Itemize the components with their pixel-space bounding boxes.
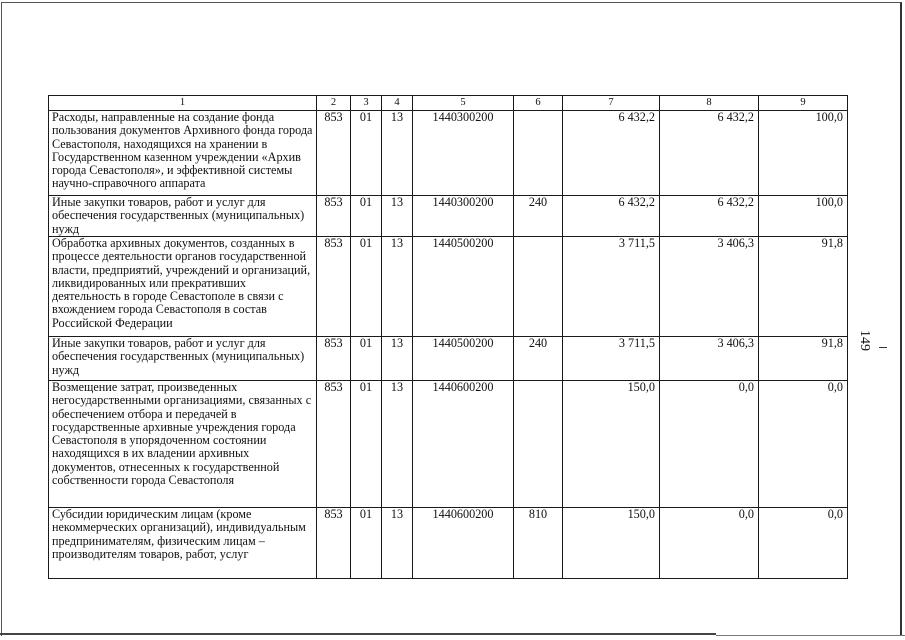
row-description: Обработка архивных документов, созданных в процессе деятельности органов государственной власти, предприятий, учреждений и организаций, ликвидированных или прекративших деятельность в городе Севастополе в связи с вхождением города Севастополя в состав Российской Федерации xyxy=(49,237,317,337)
header-cell: 3 xyxy=(351,96,382,111)
cell-fact: 3 406,3 xyxy=(660,237,759,337)
cell-subsection: 13 xyxy=(382,237,413,337)
page-number: 149 xyxy=(857,330,872,351)
cell-expense-type: 240 xyxy=(514,337,563,381)
cell-section: 01 xyxy=(351,111,382,196)
table-header-row xyxy=(49,96,848,111)
header-cell: 7 xyxy=(563,96,660,111)
cell-target-article: 1440500200 xyxy=(413,237,514,337)
table-row xyxy=(49,337,848,381)
header-cell: 9 xyxy=(759,96,848,111)
row-description: Иные закупки товаров, работ и услуг для обеспечения государственных (муниципальных) нужд xyxy=(49,337,317,381)
cell-grbs: 853 xyxy=(317,196,351,237)
cell-percent: 91,8 xyxy=(759,337,848,381)
cell-fact: 3 406,3 xyxy=(660,337,759,381)
scan-edge-line xyxy=(0,633,716,635)
cell-plan: 6 432,2 xyxy=(563,196,660,237)
cell-percent: 91,8 xyxy=(759,237,848,337)
cell-expense-type: 810 xyxy=(514,508,563,579)
cell-grbs: 853 xyxy=(317,337,351,381)
cell-section: 01 xyxy=(351,508,382,579)
cell-grbs: 853 xyxy=(317,508,351,579)
table-row xyxy=(49,237,848,337)
header-cell: 4 xyxy=(382,96,413,111)
scan-mark xyxy=(879,347,887,348)
cell-target-article: 1440300200 xyxy=(413,196,514,237)
cell-plan: 3 711,5 xyxy=(563,237,660,337)
budget-table xyxy=(48,95,848,579)
cell-percent: 100,0 xyxy=(759,111,848,196)
cell-subsection: 13 xyxy=(382,381,413,508)
row-description: Субсидии юридическим лицам (кроме некоммерческих организаций), индивидуальным предпринимателям, физическим лицам – производителям товаров, работ, услуг xyxy=(49,508,317,579)
table-row xyxy=(49,381,848,508)
cell-expense-type xyxy=(514,381,563,508)
cell-subsection: 13 xyxy=(382,508,413,579)
cell-grbs: 853 xyxy=(317,381,351,508)
cell-target-article: 1440600200 xyxy=(413,508,514,579)
cell-plan: 150,0 xyxy=(563,381,660,508)
row-description: Возмещение затрат, произведенных негосударственными организациями, связанных с обеспечением отбора и передачей в государственные архивные учреждения города Севастополя в упорядоченном состоянии находящихся в их владении архивных документов, отнесенных к государственной собственности города Севастополя xyxy=(49,381,317,508)
cell-section: 01 xyxy=(351,196,382,237)
cell-target-article: 1440500200 xyxy=(413,337,514,381)
row-description: Расходы, направленные на создание фонда пользования документов Архивного фонда города Севастополя, находящихся на хранении в Государственном казенном учреждении «Архив города Севастополя», и эффективной системы научно-справочного аппарата xyxy=(49,111,317,196)
header-cell: 8 xyxy=(660,96,759,111)
cell-section: 01 xyxy=(351,237,382,337)
cell-expense-type xyxy=(514,237,563,337)
cell-section: 01 xyxy=(351,381,382,508)
header-cell: 1 xyxy=(49,96,317,111)
cell-fact: 6 432,2 xyxy=(660,196,759,237)
cell-plan: 150,0 xyxy=(563,508,660,579)
row-description: Иные закупки товаров, работ и услуг для обеспечения государственных (муниципальных) нужд xyxy=(49,196,317,237)
cell-expense-type xyxy=(514,111,563,196)
cell-plan: 3 711,5 xyxy=(563,337,660,381)
cell-target-article: 1440600200 xyxy=(413,381,514,508)
cell-fact: 6 432,2 xyxy=(660,111,759,196)
header-cell: 5 xyxy=(413,96,514,111)
cell-percent: 0,0 xyxy=(759,508,848,579)
table-row xyxy=(49,196,848,237)
cell-subsection: 13 xyxy=(382,196,413,237)
cell-grbs: 853 xyxy=(317,111,351,196)
cell-percent: 0,0 xyxy=(759,381,848,508)
cell-target-article: 1440300200 xyxy=(413,111,514,196)
header-cell: 2 xyxy=(317,96,351,111)
cell-subsection: 13 xyxy=(382,111,413,196)
cell-grbs: 853 xyxy=(317,237,351,337)
table-row xyxy=(49,111,848,196)
cell-fact: 0,0 xyxy=(660,508,759,579)
table-row xyxy=(49,508,848,579)
cell-expense-type: 240 xyxy=(514,196,563,237)
cell-subsection: 13 xyxy=(382,337,413,381)
scan-edge-line xyxy=(716,635,905,636)
cell-fact: 0,0 xyxy=(660,381,759,508)
cell-percent: 100,0 xyxy=(759,196,848,237)
cell-section: 01 xyxy=(351,337,382,381)
cell-plan: 6 432,2 xyxy=(563,111,660,196)
header-cell: 6 xyxy=(514,96,563,111)
